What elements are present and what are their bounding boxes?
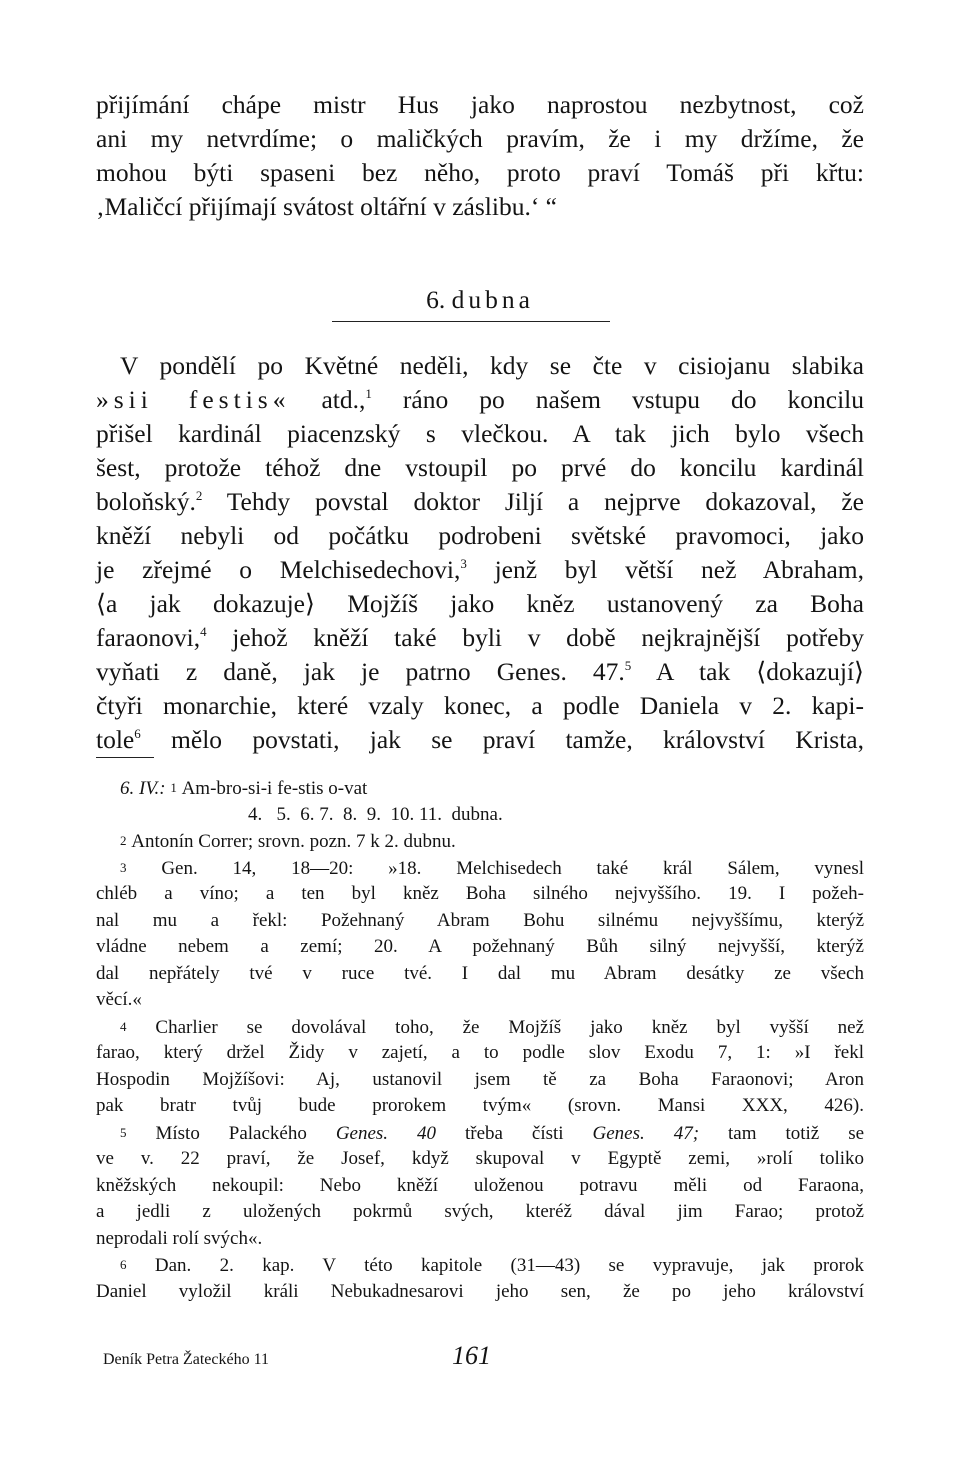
footnote-4: 4 Charlier se dovolával toho, že Mojžíš jako kněz byl vyšší než bbox=[120, 1016, 865, 1038]
footnote-line: kněžských nekoupil: Nebo kněží uloženou potravu měli od Faraona, bbox=[96, 1174, 864, 1196]
footnote-line: vládne nebem a zemí; 20. A požehnaný Bůh silný nejvyšší, kterýž bbox=[96, 936, 864, 957]
footnote-ref-5: 5 bbox=[624, 658, 632, 673]
footnote-line: dal nepřátely tvé v ruce tvé. I dal mu Abram desátky ze všech bbox=[96, 962, 864, 984]
footnote-line: pak bratr tvůj bude prorokem tvým« (srovn. Mansi XXX, 426). bbox=[96, 1095, 864, 1116]
text-line: mohou býti spaseni bez něho, proto praví Tomáš při křtu: bbox=[96, 158, 864, 187]
body-paragraph bbox=[96, 349, 864, 757]
text-line: tole$^6$ mělo povstati, jak se praví tamže, království Krista, bbox=[96, 725, 864, 754]
text-line: boloňský.$^2$ Tehdy povstal doktor Jiljí a nejprve dokazoval, že bbox=[96, 487, 864, 516]
text-line: je zřejmé o Melchisedechovi,$^3$ jenž byl větší než Abraham, bbox=[96, 555, 864, 584]
footnote-1-dates: 4. 5. 6. 7. 8. 9. 10. 11. dubna. bbox=[248, 803, 503, 825]
footnotes bbox=[96, 775, 864, 1305]
footnote-separator bbox=[96, 757, 154, 758]
heading-month: dubna bbox=[451, 285, 534, 314]
footnote-5: 5 Místo Palackého Genes. 40 třeba čísti Genes. 47; tam totiž se bbox=[120, 1122, 865, 1144]
footnote-line: farao, který držel Židy v zajetí, a to podle slov Exodu 7, 1: »I řekl bbox=[96, 1042, 864, 1063]
intro-paragraph bbox=[96, 88, 864, 224]
heading-day: 6. bbox=[426, 285, 446, 314]
footnote-3: 3 Gen. 14, 18—20: »18. Melchisedech také král Sálem, vynesl bbox=[120, 857, 864, 879]
footnote-line: Hospodin Mojžíšovi: Aj, ustanovil jsem tě za Boha Faraonovi; Aron bbox=[96, 1068, 864, 1090]
footnote-line: chléb a víno; a ten byl kněz Boha silného nejvyššího. 19. I požeh- bbox=[96, 883, 864, 904]
footnote-line: ve v. 22 praví, že Josef, když skupoval v Egyptě zemi, »rolí toliko bbox=[96, 1148, 864, 1169]
footnote-2: 2 Antonín Correr; srovn. pozn. 7 k 2. dubnu. bbox=[120, 831, 456, 852]
text-line: ‚Maličcí přijímají svátost oltářní v záslibu.‘ “ bbox=[96, 192, 558, 221]
footnote-line: a jedli z uložených pokrmů svých, kteréž dával jim Farao; protož bbox=[96, 1201, 864, 1222]
page-number: 161 bbox=[452, 1341, 491, 1370]
text-line: »sii festis« atd.,$^1$ ráno po našem vstupu do koncilu bbox=[96, 385, 865, 414]
footnote-line: nal mu a řekl: Požehnaný Abram Bohu silnému nejvyššímu, kterýž bbox=[96, 909, 864, 931]
footnote-ref-3: 3 bbox=[460, 556, 467, 571]
text-line: ⟨a jak dokazuje⟩ Mojžíš jako kněz ustanovený za Boha bbox=[96, 589, 864, 618]
text-line: ani my netvrdíme; o maličkých pravím, že i my držíme, že bbox=[96, 124, 864, 153]
text-line: přišel kardinál piacenzský s vlečkou. A tak jich bylo všech bbox=[96, 419, 864, 448]
text-line: čtyři monarchie, které vzaly konec, a podle Daniela v 2. kapi- bbox=[96, 691, 864, 720]
footnote-ref-6: 6 bbox=[134, 726, 141, 741]
footnote-ref-4: 4 bbox=[200, 624, 207, 639]
running-footer: Deník Petra Žateckého 11 bbox=[103, 1351, 270, 1368]
cisiojan-words: »sii festis« bbox=[96, 385, 291, 414]
text-line: V pondělí po Květné neděli, kdy se čte v cisiojanu slabika bbox=[120, 351, 864, 380]
footnote-1: 6. IV.: 1 Am-bro-si-i fe-stis o-vat bbox=[120, 778, 368, 799]
text-line: kněží nebyli od počátku podrobeni světské pravomoci, jako bbox=[96, 521, 864, 550]
text-line: přijímání chápe mistr Hus jako naprostou nezbytnost, což bbox=[96, 90, 864, 119]
text-line: šest, protože téhož dne vstoupil po prvé do koncilu kardinál bbox=[96, 453, 864, 482]
heading-rule bbox=[332, 321, 610, 322]
footnote-line: neprodali rolí svých«. bbox=[96, 1227, 263, 1249]
footnote-ref-2: 2 bbox=[195, 488, 203, 503]
footnote-line: věcí.« bbox=[96, 989, 142, 1010]
text-line: vyňati z daně, jak je patrno Genes. 47.$^5$ A tak ⟨dokazují⟩ bbox=[96, 657, 864, 686]
footnote-6: 6 Dan. 2. kap. V této kapitole (31—43) se vypravuje, jak prorok bbox=[120, 1255, 865, 1276]
section-heading bbox=[0, 283, 960, 317]
footnote-line: Daniel vyložil králi Nebukadnesarovi jeho sen, že po jeho království bbox=[96, 1280, 864, 1302]
footnote-ref-1: 1 bbox=[365, 386, 372, 401]
text-line: faraonovi,$^4$ jehož kněží také byli v době nejkrajnější potřeby bbox=[96, 623, 864, 652]
